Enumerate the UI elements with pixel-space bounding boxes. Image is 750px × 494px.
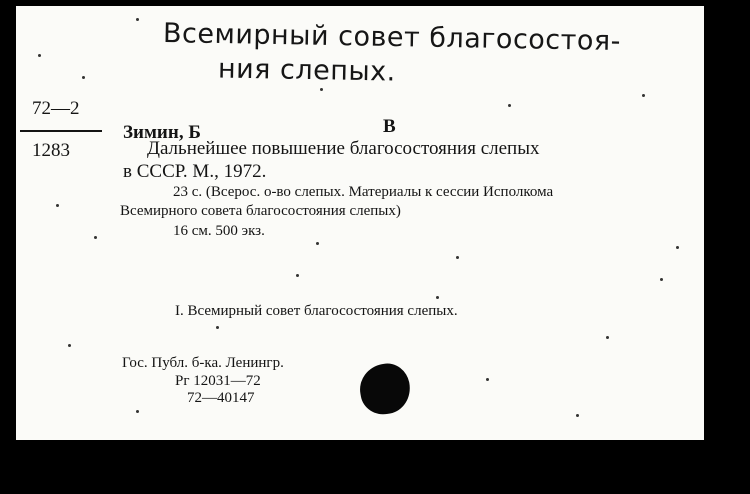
description-line1: 23 с. (Всерос. о-во слепых. Материалы к сессии Исполкома bbox=[173, 184, 554, 200]
title-line1: Дальнейшее повышение благосостояния слепых bbox=[147, 138, 540, 159]
author: Зимин, Б bbox=[123, 122, 201, 143]
title-line2: в СССР. М., 1972. bbox=[123, 161, 267, 182]
library-line2: Рг 12031—72 bbox=[175, 373, 261, 389]
library-line1: Гос. Публ. б-ка. Ленингр. bbox=[122, 355, 284, 371]
shelfmark-bottom: 1283 bbox=[32, 140, 70, 161]
library-line3: 72—40147 bbox=[187, 390, 255, 406]
shelfmark-top: 72—2 bbox=[32, 98, 80, 119]
subject-heading: I. Всемирный совет благосостояния слепых. bbox=[175, 303, 458, 319]
description-line2: Всемирного совета благосостояния слепых) bbox=[120, 203, 401, 219]
handwritten-heading-line1: Всемирный совет благосостоя- bbox=[162, 18, 622, 57]
catalog-card bbox=[16, 6, 704, 440]
description-line3: 16 см. 500 экз. bbox=[173, 223, 265, 239]
author-letter: В bbox=[383, 116, 396, 137]
shelfmark-divider bbox=[20, 130, 102, 132]
ink-blot bbox=[356, 360, 414, 418]
handwritten-heading-line2: ния слепых. bbox=[217, 53, 397, 88]
